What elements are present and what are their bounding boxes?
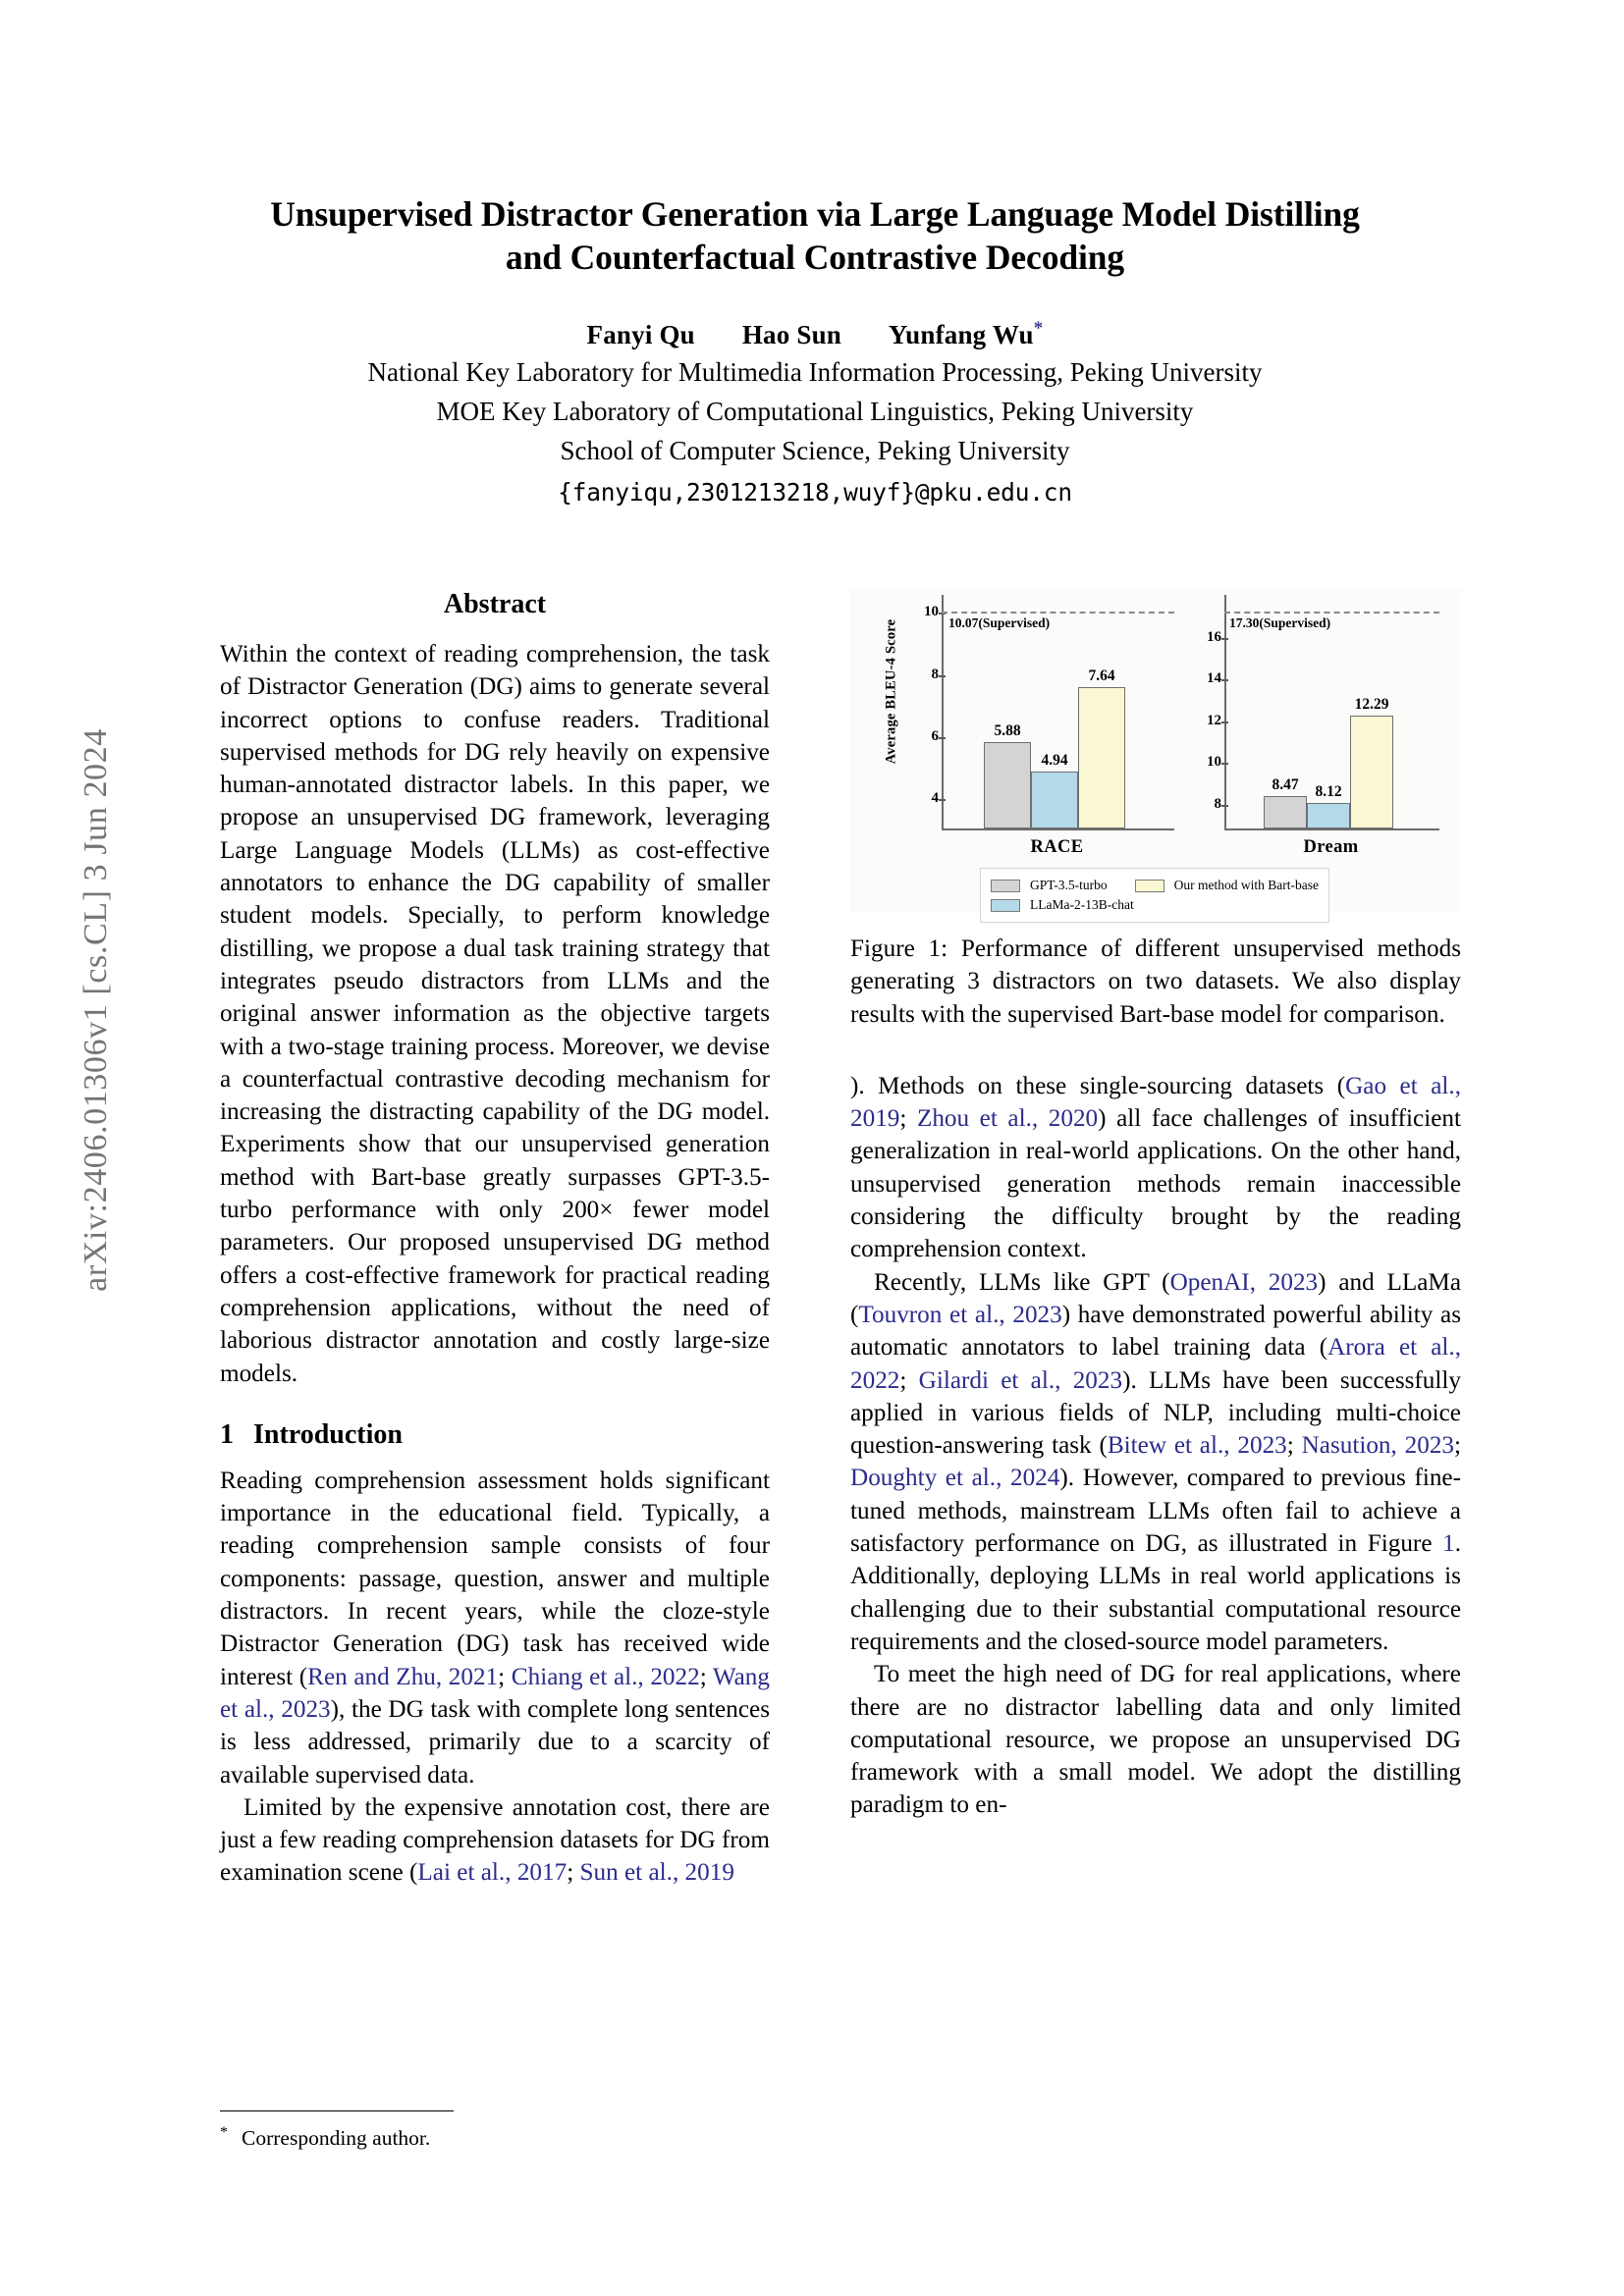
paragraph-text: ; (899, 1366, 919, 1394)
chart-y-tick: 8 (913, 667, 939, 683)
chart-tick-mark (1221, 638, 1228, 640)
legend-item-0 (991, 878, 1108, 893)
title-line-2: and Counterfactual Contrastive Decoding (505, 238, 1125, 277)
chart-tick-mark (939, 799, 946, 801)
paragraph-text: ; (1286, 1432, 1302, 1460)
footnote-mark: * (220, 2124, 228, 2141)
chart-y-axis-label: Average BLEU-4 Score (883, 618, 899, 765)
paragraph-text: ; (1454, 1432, 1462, 1460)
chart-bar (1031, 772, 1078, 828)
citation-link[interactable]: Nasution, 2023 (1301, 1432, 1455, 1460)
citation-link[interactable]: Zhou et al., 2020 (916, 1105, 1099, 1133)
citation-link[interactable]: Ren and Zhu, 2021 (307, 1663, 499, 1690)
paragraph-text: ; (498, 1663, 512, 1690)
chart-y-tick: 10 (1196, 754, 1221, 771)
chart-tick-mark (939, 737, 946, 739)
chart-y-tick: 6 (913, 728, 939, 745)
chart-x-axis (1224, 828, 1439, 830)
paragraph-text: ) have demonstrated powerful ability as automatic annotators to label training data ( (850, 1301, 1462, 1362)
author-2: Yunfang Wu (888, 320, 1034, 349)
affiliation-1: MOE Key Laboratory of Computational Linguistics, Peking University (436, 397, 1194, 426)
title-line-1: Unsupervised Distractor Generation via Large Language Model Distilling (270, 194, 1360, 234)
page-title (177, 192, 1453, 279)
paragraph-text: Limited by the expensive annotation cost, there are just a few reading comprehension datasets for DG from examination scene ( (220, 1793, 770, 1887)
paragraph-text: ) all face challenges of insufficient generalization in real-world applications. On the other hand, unsupervised generation methods remain inaccessible considering the difficulty brought by the reading comprehension context. (850, 1105, 1462, 1263)
chart-bar (1307, 803, 1350, 828)
paragraph-text: . Additionally, deploying LLMs in real world applications is challenging due to their substantial computational resource requirements and the closed-source model parameters. (850, 1530, 1461, 1655)
footnote (220, 2110, 770, 2151)
citation-link[interactable]: Bitew et al., 2023 (1107, 1432, 1287, 1460)
chart-bar-value-label: 12.29 (1354, 696, 1389, 714)
paragraph-text: ; (699, 1663, 713, 1690)
paragraph-text: Reading comprehension assessment holds significant importance in the educational field. Typically, a reading comprehension sample consists of four components: passage, question, answer and multiple distractors. In recent years, while the cloze-style Distractor Generation (DG) task has received wide interest ( (220, 1467, 770, 1690)
chart-panel-race (913, 595, 1174, 862)
corresponding-author-mark: * (1033, 318, 1044, 339)
paragraph-text: To meet the high need of DG for real applications, where there are no distractor labelling data and only limited computational resource, we propose an unsupervised DG framework with a small model. We adopt the distilling paradigm to en- (850, 1661, 1461, 1819)
chart-category-label: Dream (1303, 837, 1359, 857)
paragraph-intro-1 (220, 1465, 770, 1791)
legend-swatch-ours (1135, 880, 1164, 892)
citation-link[interactable]: Wang et al., 2023 (220, 1663, 770, 1723)
abstract-text: Within the context of reading comprehension, the task of Distractor Generation (DG) aims to generate several incorrect options to confuse readers. Traditional supervised methods for DG rely heavily on expensive human-annotated distractor labels. In this paper, we propose an unsupervised DG framework, leveraging Large Language Models (LLMs) as cost-effective annotators to enhance the DG capability of smaller student models. Specially, to perform knowledge distilling, we propose a dual task training strategy that integrates pseudo distractors from LLMs and the original answer information as the objective targets with a two-stage training process. Moreover, we devise a counterfactual contrastive decoding mechanism for increasing the distracting capability of the DG model. Experiments show that our unsupervised generation method with Bart-base greatly surpasses GPT-3.5-turbo performance with only 200× fewer model parameters. Our proposed unsupervised DG method offers a cost-effective framework for practical reading comprehension applications, without the need of laborious distractor annotation and costly large-size models. (220, 641, 770, 1387)
footnote-rule (220, 2110, 454, 2111)
chart-y-axis (942, 595, 944, 828)
chart-supervised-reference-label: 10.07(Supervised) (948, 614, 1051, 630)
author-0: Fanyi Qu (586, 320, 695, 349)
citation-link[interactable]: Lai et al., 2017 (417, 1859, 568, 1887)
paragraph-text: Recently, LLMs like GPT ( (874, 1268, 1170, 1296)
chart-category-label: RACE (1030, 837, 1084, 857)
paragraph-text: ). Methods on these single-sourcing datasets ( (850, 1072, 1346, 1099)
section-number: 1 (220, 1418, 234, 1450)
paragraph-intro-5 (850, 1658, 1461, 1821)
paragraph-text: ). However, compared to previous fine-tuned methods, mainstream LLMs often fail to achieve a satisfactory performance on DG, as illustrated in Figure (850, 1465, 1461, 1558)
legend-swatch-llama (991, 899, 1020, 912)
paragraph-text: ) and LLaMa ( (850, 1268, 1461, 1328)
left-column (220, 589, 770, 1890)
citation-link[interactable]: Touvron et al., 2023 (858, 1301, 1062, 1328)
chart-tick-mark (1221, 805, 1228, 807)
chart-y-tick: 14 (1196, 670, 1221, 687)
citation-link[interactable]: Sun et al., 2019 (579, 1859, 734, 1887)
citation-link[interactable]: Gilardi et al., 2023 (918, 1366, 1123, 1394)
chart-tick-mark (1221, 721, 1228, 723)
abstract-heading: Abstract (443, 589, 547, 619)
chart-bar-value-label: 4.94 (1041, 751, 1068, 769)
chart-bar-value-label: 8.12 (1315, 783, 1342, 801)
chart-bar-value-label: 5.88 (994, 721, 1021, 739)
chart-tick-mark (1221, 763, 1228, 765)
chart-y-tick: 8 (1196, 796, 1221, 813)
chart-tick-mark (1221, 679, 1228, 681)
chart-y-tick: 12 (1196, 713, 1221, 729)
chart-bar (1350, 716, 1393, 828)
paragraph-text: ; (567, 1859, 580, 1887)
citation-link[interactable]: 1 (1442, 1530, 1455, 1558)
paragraph-intro-4 (850, 1266, 1461, 1659)
chart-panel-dream (1196, 595, 1439, 862)
legend-item-1 (991, 897, 1134, 913)
affiliation-0: National Key Laboratory for Multimedia Information Processing, Peking University (367, 357, 1263, 387)
author-list (177, 318, 1453, 350)
chart-x-axis (942, 828, 1174, 830)
paragraph-text: ). LLMs have been successfully applied in various fields of NLP, including multi-choice question-answering task ( (850, 1366, 1461, 1460)
chart-legend (980, 868, 1329, 923)
footnote-body: Corresponding author. (242, 2126, 431, 2151)
chart-bar-value-label: 7.64 (1088, 667, 1115, 684)
chart-supervised-reference-line (942, 612, 1174, 614)
chart-bar-value-label: 8.47 (1272, 775, 1299, 793)
figure-1-chart (850, 589, 1461, 913)
legend-label-2: Our method with Bart-base (1173, 878, 1319, 892)
chart-supervised-reference-label: 17.30(Supervised) (1229, 615, 1331, 630)
citation-link[interactable]: OpenAI, 2023 (1169, 1268, 1319, 1296)
footnote-text (220, 2124, 770, 2151)
chart-supervised-reference-line (1224, 612, 1439, 614)
chart-y-tick: 16 (1196, 629, 1221, 646)
chart-y-axis (1224, 595, 1226, 828)
arxiv-stamp: arXiv:2406.01306v1 [cs.CL] 3 Jun 2024 (78, 728, 114, 1292)
legend-label-0: GPT-3.5-turbo (1030, 878, 1108, 892)
figure-1-caption: Figure 1: Performance of different unsupervised methods generating 3 distractors on two datasets. We also display results with the supervised Bart-base model for comparison. (850, 935, 1461, 1028)
section-heading-introduction (220, 1419, 770, 1451)
citation-link[interactable]: Arora et al., 2022 (850, 1334, 1462, 1394)
citation-link[interactable]: Doughty et al., 2024 (850, 1465, 1060, 1492)
contact-email: {fanyiqu,2301213218,wuyf}@pku.edu.cn (558, 478, 1072, 507)
legend-swatch-gpt (991, 880, 1020, 892)
section-title: Introduction (253, 1418, 403, 1450)
chart-y-tick: 10 (913, 604, 939, 620)
two-column-body (220, 589, 1467, 2199)
legend-item-2 (1135, 878, 1319, 893)
chart-bar (984, 742, 1031, 828)
citation-link[interactable]: Gao et al., 2019 (850, 1072, 1461, 1133)
affiliation-2: School of Computer Science, Peking University (560, 436, 1070, 465)
title-block (177, 192, 1453, 507)
author-1: Hao Sun (741, 320, 842, 349)
chart-y-tick: 4 (913, 790, 939, 807)
chart-tick-mark (939, 675, 946, 677)
paragraph-intro-2 (220, 1791, 770, 1890)
citation-link[interactable]: Chiang et al., 2022 (511, 1663, 700, 1690)
legend-label-1: LLaMa-2-13B-chat (1030, 897, 1134, 912)
paragraph-intro-3 (850, 1070, 1461, 1266)
right-column (850, 589, 1461, 1822)
chart-bar (1078, 687, 1125, 828)
paragraph-text: ; (899, 1105, 917, 1133)
paragraph-text: ), the DG task with complete long sentences is less addressed, primarily due to a scarcity of available supervised data. (220, 1695, 770, 1789)
figure-1 (850, 589, 1461, 1031)
